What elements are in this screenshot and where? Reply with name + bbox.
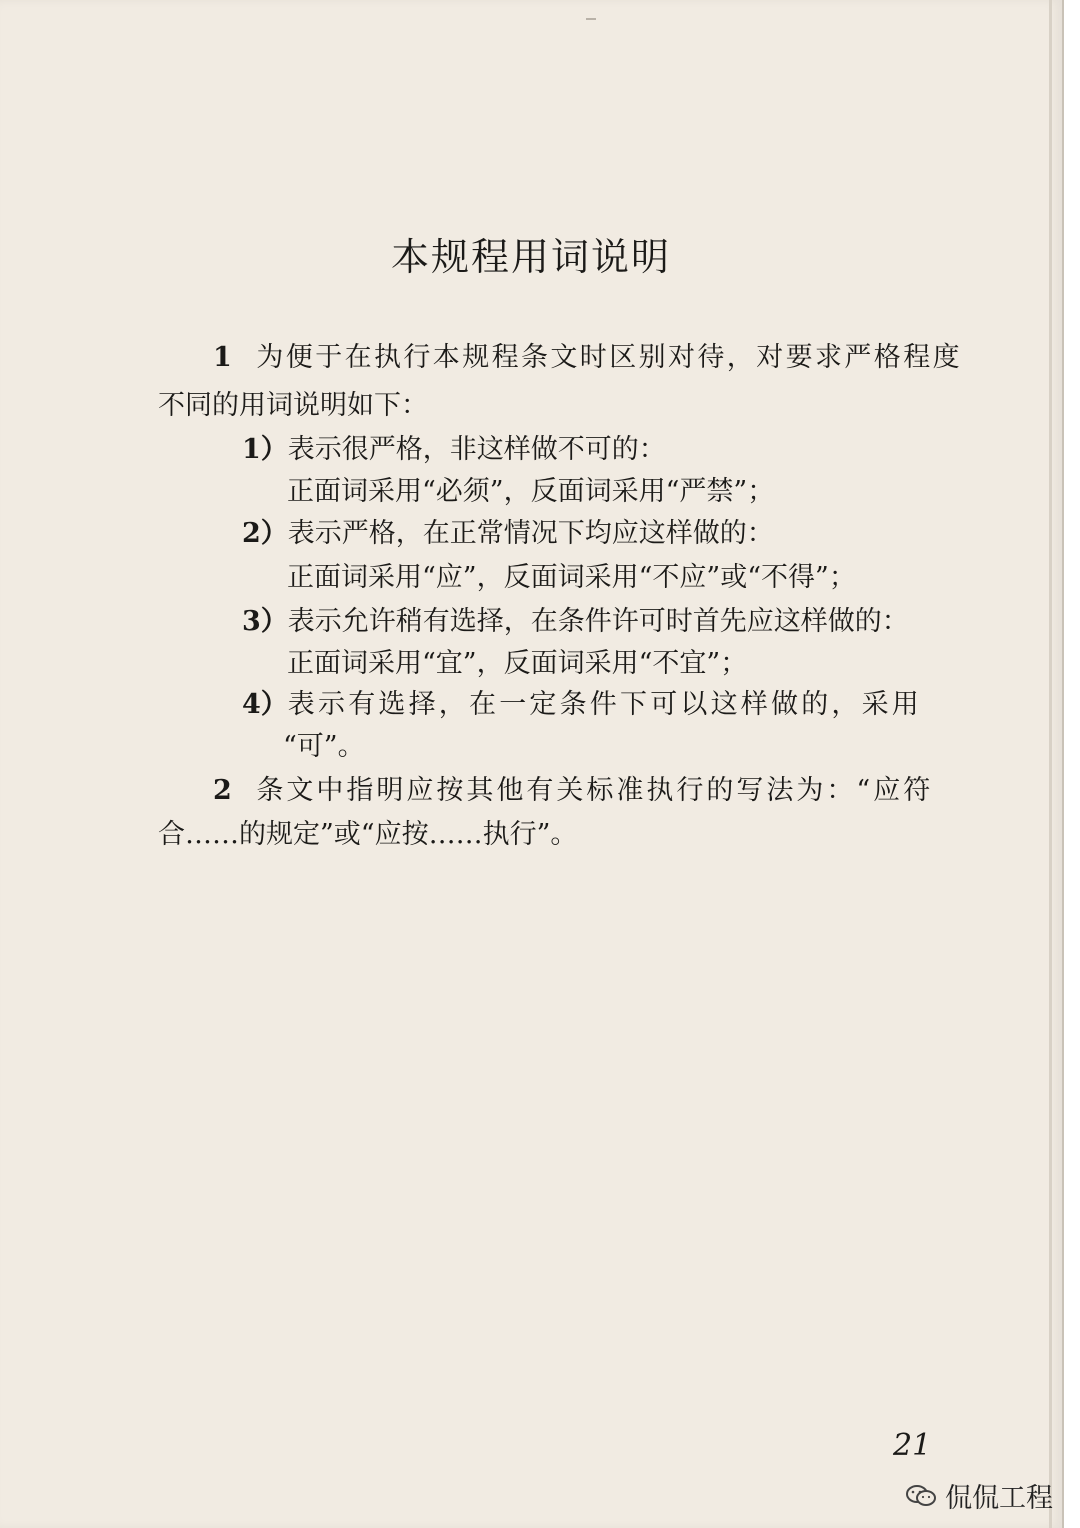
item-text: 表示严格，在正常情况下均应这样做的： [287,518,774,549]
page-mark [586,18,596,20]
wechat-icon [905,1483,937,1509]
item-2-line-1 [242,514,774,554]
watermark [905,1476,1053,1515]
item-text: 表示有选择，在一定条件下可以这样做的，采用 [287,689,922,720]
item-1-line-2: 正面词采用“必须”，反面词采用“严禁”； [287,476,775,507]
page-title: 本规程用词说明 [390,235,671,279]
watermark-text: 侃侃工程 [945,1483,1053,1514]
clause-1-line-2: 不同的用词说明如下： [158,390,428,421]
item-4-line-2: “可”。 [283,731,365,762]
clause-text: 为便于在执行本规程条文时区别对待，对要求严格程度 [256,342,962,373]
clause-2-line-2: 合……的规定”或“应按……执行”。 [158,819,578,850]
item-3-line-2: 正面词采用“宜”，反面词采用“不宜”； [287,648,748,679]
item-1-line-1 [242,430,666,470]
item-label: 3） [242,606,288,637]
item-3-line-1 [242,602,909,642]
clause-number: 1 [213,342,232,373]
item-4-line-1 [242,685,922,725]
item-2-line-2: 正面词采用“应”，反面词采用“不应”或“不得”； [287,562,856,593]
clause-number: 2 [213,775,232,806]
clause-2-line-1 [213,771,933,811]
item-label: 4） [242,689,288,720]
item-label: 2） [242,518,288,549]
item-label: 1） [242,434,288,465]
item-text: 表示很严格，非这样做不可的： [287,434,666,465]
item-text: 表示允许稍有选择，在条件许可时首先应这样做的： [287,606,909,637]
clause-text: 条文中指明应按其他有关标准执行的写法为：“应符 [256,775,934,806]
clause-1-line-1 [213,338,962,378]
page-number: 21 [893,1428,932,1463]
